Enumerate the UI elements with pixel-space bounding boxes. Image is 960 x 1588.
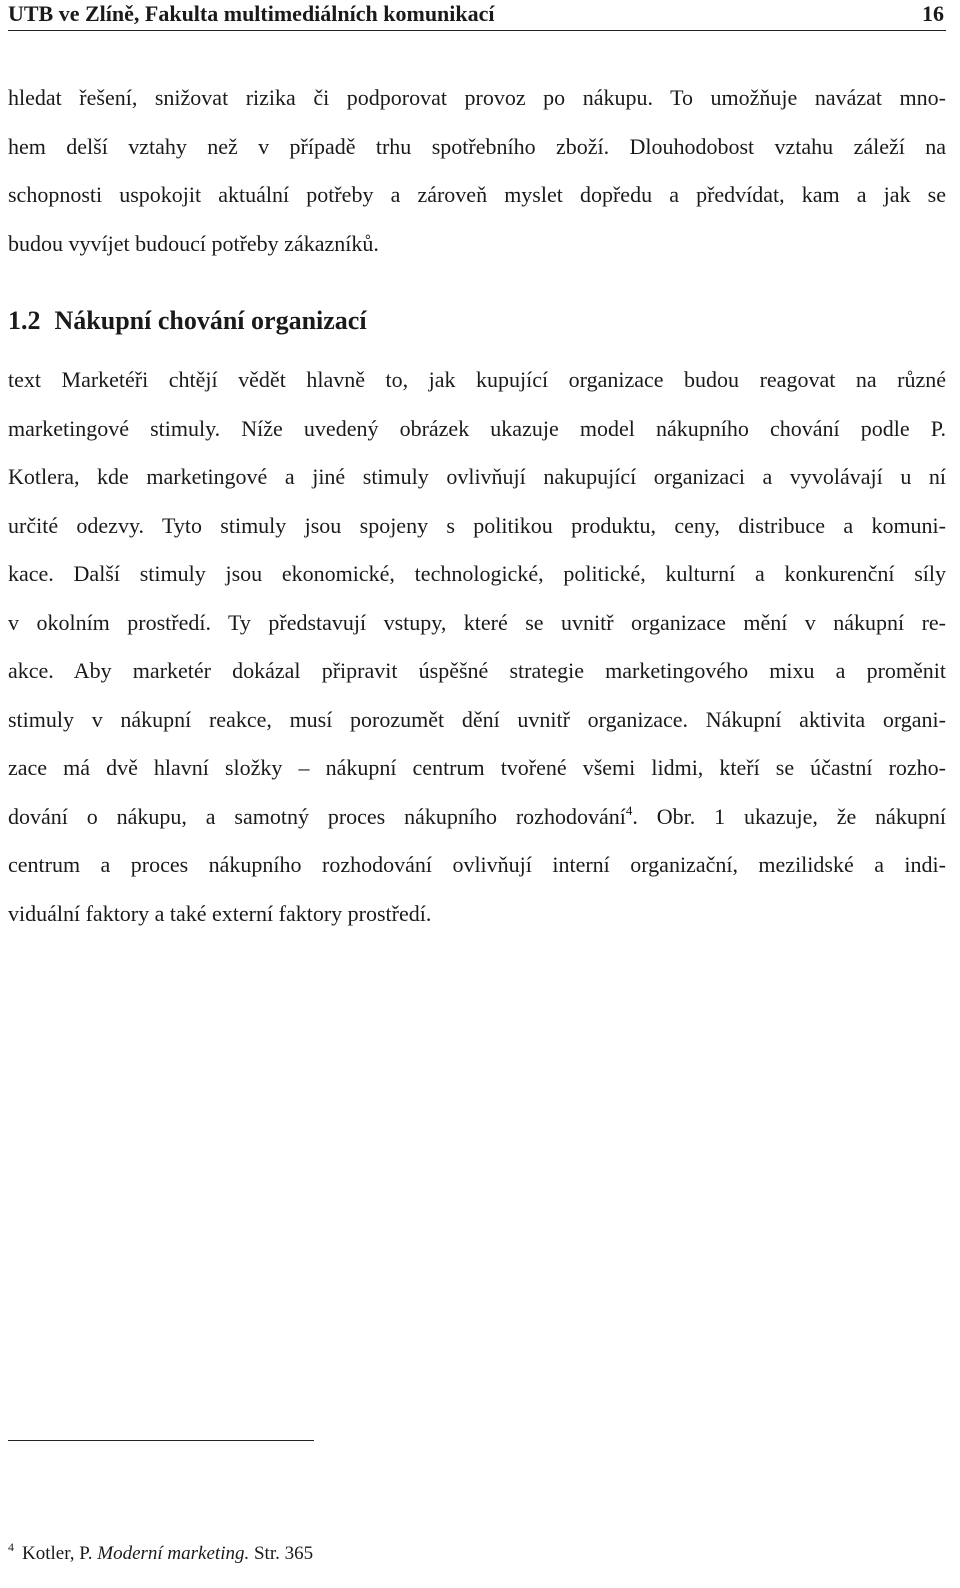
- footnote-work-title: Moderní marketing.: [97, 1543, 250, 1564]
- footnote: [8, 1541, 313, 1567]
- text-line: určité odezvy. Tyto stimuly jsou spojeny s politikou produktu, ceny, distribuce a komuni-: [8, 512, 946, 538]
- footnote-mark: 4: [8, 1540, 14, 1554]
- text-line: centrum a proces nákupního rozhodování ovlivňují interní organizační, mezilidské a indi-: [8, 852, 946, 877]
- footnote-reference[interactable]: 4: [625, 802, 633, 818]
- paragraph-buying-behavior: [8, 356, 946, 938]
- text-line: zace má dvě hlavní složky – nákupní centrum tvořené všemi lidmi, kteří se účastní rozho-: [8, 755, 946, 780]
- text-line: viduální faktory a také externí faktory prostředí.: [8, 900, 432, 926]
- paragraph-intro: [8, 74, 946, 268]
- text-line: akce. Aby marketér dokázal připravit úspěšné strategie marketingového mixu a proměnit: [8, 658, 946, 683]
- section-number: 1.2: [8, 306, 41, 335]
- footnote-separator: [8, 1440, 314, 1441]
- text-line: schopnosti uspokojit aktuální potřeby a zároveň myslet dopředu a předvídat, kam a jak se: [8, 182, 946, 207]
- text-line: hledat řešení, snižovat rizika či podporovat provoz po nákupu. To umožňuje navázat mno-: [8, 85, 946, 110]
- page-header: [8, 0, 946, 31]
- page-number: 16: [922, 1, 944, 26]
- text-line: text Marketéři chtějí vědět hlavně to, jak kupující organizace budou reagovat na různé: [8, 367, 946, 392]
- text-line: Kotlera, kde marketingové a jiné stimuly ovlivňují nakupující organizaci a vyvolávají u ní: [8, 464, 946, 489]
- footnote-author: Kotler, P.: [22, 1543, 93, 1564]
- header-title: UTB ve Zlíně, Fakulta multimediálních komunikací: [8, 1, 495, 26]
- text-line: hem delší vztahy než v případě trhu spotřebního zboží. Dlouhodobost vztahu záleží na: [8, 133, 946, 159]
- text-segment: dování o nákupu, a samotný proces nákupního rozhodování: [8, 803, 626, 829]
- text-line: stimuly v nákupní reakce, musí porozumět dění uvnitř organizace. Nákupní aktivita organi-: [8, 706, 946, 732]
- text-line: v okolním prostředí. Ty představují vstupy, které se uvnitř organizace mění v nákupní re-: [8, 609, 946, 635]
- text-line-with-footnote-ref: [8, 793, 946, 842]
- text-line: kace. Další stimuly jsou ekonomické, technologické, politické, kulturní a konkurenční síly: [8, 561, 946, 586]
- section-title: Nákupní chování organizací: [54, 306, 367, 335]
- text-segment: . Obr. 1 ukazuje, že nákupní: [632, 803, 947, 829]
- footnote-page: Str. 365: [253, 1543, 314, 1564]
- text-line: budou vyvíjet budoucí potřeby zákazníků.: [8, 230, 379, 256]
- section-heading: [8, 302, 367, 340]
- text-line: marketingové stimuly. Níže uvedený obrázek ukazuje model nákupního chování podle P.: [8, 415, 946, 441]
